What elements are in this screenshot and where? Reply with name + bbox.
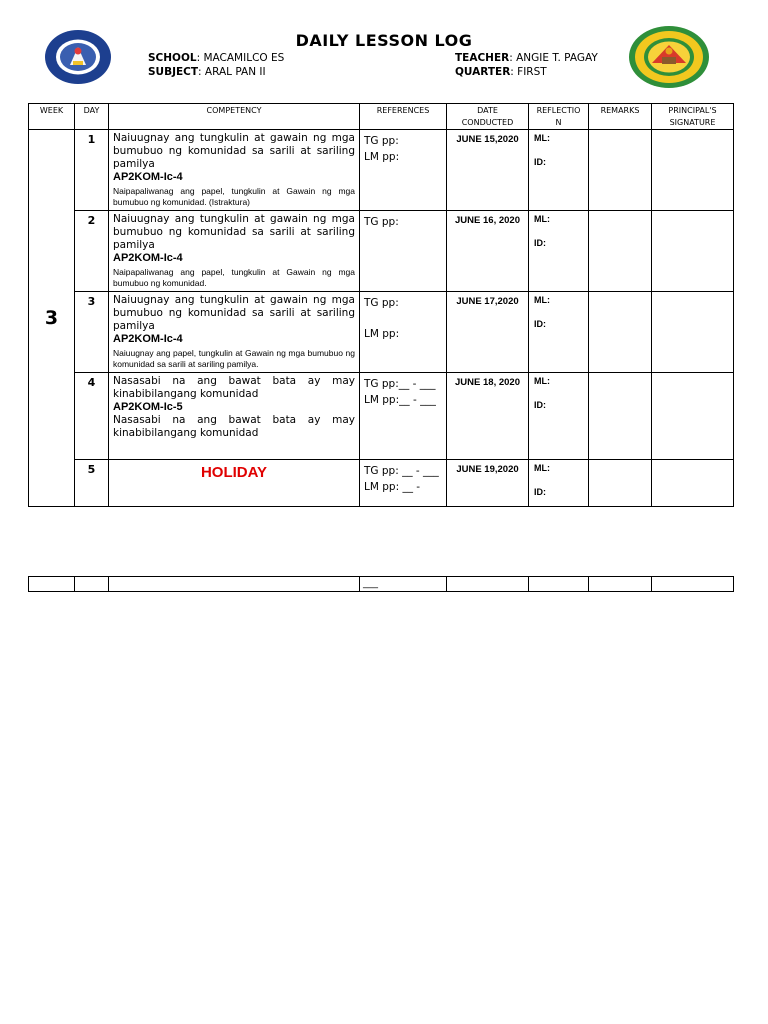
- quarter-field: [455, 66, 547, 78]
- competency-code: AP2KOM-Ic-4: [113, 252, 183, 264]
- reflection-cell: [529, 460, 589, 507]
- competency-detail: Naiuugnay ang papel, tungkulin at Gawain ng mga bumubuo ng komunidad sa sarili at sariling pamilya.: [113, 348, 355, 369]
- school-value: : MACAMILCO ES: [196, 52, 285, 64]
- blank-cell: [589, 577, 652, 592]
- ml-label: ML:: [534, 214, 550, 224]
- header-references: REFERENCES: [360, 104, 447, 130]
- id-label: ID:: [534, 400, 546, 410]
- competency-detail: Naipapaliwanag ang papel, tungkulin at Gawain ng mga bumubuo ng komunidad. (Istraktura): [113, 186, 355, 207]
- signature-cell: [652, 130, 734, 211]
- references-cell: [360, 460, 447, 507]
- tg-reference: TG pp:: [364, 135, 399, 147]
- header-principal-signature: [652, 104, 734, 130]
- ml-label: ML:: [534, 463, 550, 473]
- blank-cell: [652, 577, 734, 592]
- signature-cell: [652, 460, 734, 507]
- day-number: 2: [75, 211, 109, 292]
- header-reflection-line-1: REFLECTIO: [536, 106, 581, 115]
- teacher-label: TEACHER: [455, 52, 510, 64]
- teacher-field: [455, 52, 598, 64]
- lm-reference: LM pp:: [364, 328, 400, 340]
- id-label: ID:: [534, 319, 546, 329]
- quarter-label: QUARTER: [455, 66, 511, 78]
- header-week: WEEK: [29, 104, 75, 130]
- lesson-log-table: [28, 103, 734, 507]
- subject-value: : ARAL PAN II: [198, 66, 266, 78]
- competency-code: AP2KOM-Ic-4: [113, 171, 183, 183]
- id-label: ID:: [534, 157, 546, 167]
- day-number: 3: [75, 292, 109, 373]
- blank-reference-cell: ___: [360, 577, 447, 592]
- page-title: DAILY LESSON LOG: [295, 31, 473, 50]
- header-signature-line-2: SIGNATURE: [669, 118, 716, 127]
- teacher-value: : ANGIE T. PAGAY: [509, 52, 598, 64]
- ml-label: ML:: [534, 295, 550, 305]
- header-day: DAY: [75, 104, 109, 130]
- competency-code: AP2KOM-Ic-5: [113, 401, 183, 413]
- competency-detail: Naipapaliwanag ang papel, tungkulin at Gawain ng mga bumubuo ng komunidad.: [113, 267, 355, 288]
- reflection-cell: [529, 211, 589, 292]
- competency-cell: [109, 130, 360, 211]
- remarks-cell: [589, 373, 652, 460]
- day-number: 4: [75, 373, 109, 460]
- references-cell: [360, 373, 447, 460]
- table-row: [29, 292, 734, 373]
- header-reflection-line-2: N: [555, 118, 562, 127]
- day-number: 1: [75, 130, 109, 211]
- signature-cell: [652, 211, 734, 292]
- header-date-line-2: CONDUCTED: [461, 118, 514, 127]
- header-date-line-1: DATE: [477, 106, 498, 115]
- id-label: ID:: [534, 238, 546, 248]
- signature-cell: [652, 373, 734, 460]
- competency-text: Nasasabi na ang bawat bata ay may kinabibilangang komunidad: [113, 375, 355, 400]
- blank-cell: [109, 577, 360, 592]
- header-date-conducted: [447, 104, 529, 130]
- references-cell: [360, 130, 447, 211]
- table-row: [29, 460, 734, 507]
- remarks-cell: [589, 292, 652, 373]
- blank-cell: [75, 577, 109, 592]
- tg-reference: TG pp:: [364, 297, 399, 309]
- table-row: [29, 373, 734, 460]
- signature-cell: [652, 292, 734, 373]
- holiday-label: HOLIDAY: [109, 460, 360, 507]
- id-label: ID:: [534, 487, 546, 497]
- reflection-cell: [529, 373, 589, 460]
- remarks-cell: [589, 130, 652, 211]
- blank-cell: [29, 577, 75, 592]
- school-field: [148, 52, 284, 64]
- tg-reference: TG pp: __ - ___: [364, 465, 439, 477]
- subject-label: SUBJECT: [148, 66, 199, 78]
- ml-label: ML:: [534, 376, 550, 386]
- date-conducted: JUNE 15,2020: [447, 130, 529, 211]
- ml-label: ML:: [534, 133, 550, 143]
- table-row: [29, 211, 734, 292]
- table-row: [29, 130, 734, 211]
- reflection-cell: [529, 292, 589, 373]
- subject-field: [148, 66, 266, 78]
- tg-reference: TG pp:: [364, 216, 399, 228]
- header-remarks: REMARKS: [589, 104, 652, 130]
- continuation-table: [28, 576, 734, 592]
- day-number: 5: [75, 460, 109, 507]
- competency-text: Naiuugnay ang tungkulin at gawain ng mga bumubuo ng komunidad sa sarili at sariling pamilya: [113, 132, 355, 170]
- date-conducted: JUNE 16, 2020: [447, 211, 529, 292]
- table-row: [29, 577, 734, 592]
- header-competency: COMPETENCY: [109, 104, 360, 130]
- competency-text: Naiuugnay ang tungkulin at gawain ng mga bumubuo ng komunidad sa sarili at sariling pamilya: [113, 294, 355, 332]
- remarks-cell: [589, 211, 652, 292]
- week-number: 3: [29, 130, 75, 507]
- blank-cell: [447, 577, 529, 592]
- competency-cell: [109, 292, 360, 373]
- references-cell: [360, 211, 447, 292]
- competency-detail: Nasasabi na ang bawat bata ay may kinabibilangang komunidad: [113, 414, 355, 439]
- date-conducted: JUNE 17,2020: [447, 292, 529, 373]
- competency-code: AP2KOM-Ic-4: [113, 333, 183, 345]
- tg-reference: TG pp:__ - ___: [364, 378, 436, 390]
- references-cell: [360, 292, 447, 373]
- school-label: SCHOOL: [148, 52, 197, 64]
- table-header-row: [29, 104, 734, 130]
- header-reflection: [529, 104, 589, 130]
- lm-reference: LM pp:: [364, 151, 400, 163]
- reflection-cell: [529, 130, 589, 211]
- quarter-value: : FIRST: [510, 66, 547, 78]
- competency-cell: [109, 211, 360, 292]
- header-signature-line-1: PRINCIPAL'S: [668, 106, 717, 115]
- lm-reference: LM pp: __ -: [364, 481, 421, 493]
- competency-text: Naiuugnay ang tungkulin at gawain ng mga bumubuo ng komunidad sa sarili at sariling pamilya: [113, 213, 355, 251]
- date-conducted: JUNE 18, 2020: [447, 373, 529, 460]
- competency-cell: [109, 373, 360, 460]
- date-conducted: JUNE 19,2020: [447, 460, 529, 507]
- blank-cell: [529, 577, 589, 592]
- lm-reference: LM pp:__ - ___: [364, 394, 436, 406]
- remarks-cell: [589, 460, 652, 507]
